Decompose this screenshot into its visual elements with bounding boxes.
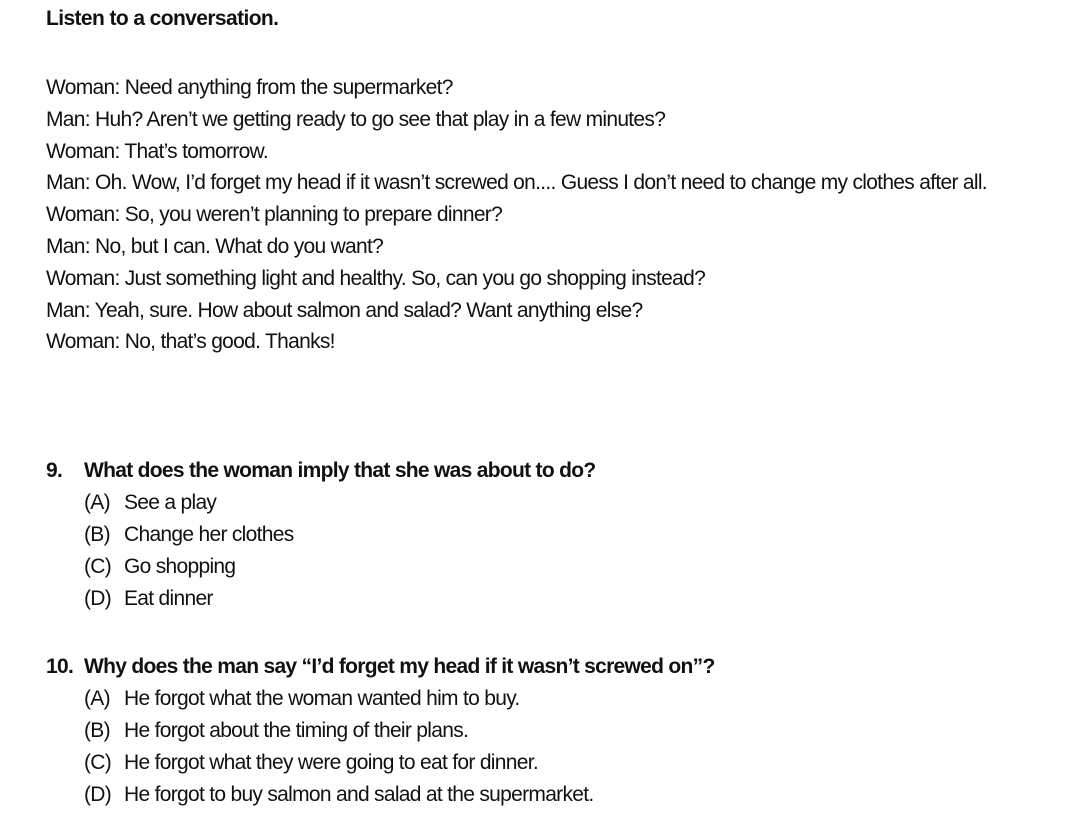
option-text: Change her clothes (124, 523, 294, 546)
question-10 (46, 651, 1046, 811)
answer-option-b[interactable] (46, 519, 1046, 551)
answer-options (46, 487, 1046, 615)
option-text: He forgot to buy salmon and salad at the supermarket. (124, 783, 594, 806)
answer-option-b[interactable] (46, 715, 1046, 747)
transcript-line: Man: No, but I can. What do you want? (46, 234, 384, 258)
transcript-line: Woman: No, that’s good. Thanks! (46, 330, 335, 354)
question-stem (46, 651, 1046, 683)
instruction-heading: Listen to a conversation. (46, 7, 279, 30)
option-letter: (B) (84, 523, 110, 546)
transcript-line: Man: Yeah, sure. How about salmon and salad? Want anything else? (46, 298, 643, 322)
transcript-line: Woman: Need anything from the supermarket? (46, 76, 453, 99)
answer-options (46, 683, 1046, 811)
answer-option-a[interactable] (46, 683, 1046, 715)
transcript-line: Woman: Just something light and healthy. So, can you go shopping instead? (46, 266, 706, 290)
option-text: Eat dinner (124, 587, 213, 610)
option-text: See a play (124, 491, 217, 514)
question-number: 9. (46, 459, 63, 482)
question-text: What does the woman imply that she was about to do? (84, 459, 596, 482)
answer-option-c[interactable] (46, 551, 1046, 583)
option-letter: (B) (84, 719, 110, 742)
conversation-transcript (46, 72, 1036, 358)
transcript-line: Woman: That’s tomorrow. (46, 139, 268, 163)
option-letter: (C) (84, 751, 112, 774)
option-text: Go shopping (124, 555, 236, 578)
option-letter: (D) (84, 587, 112, 610)
option-text: He forgot what they were going to eat for dinner. (124, 751, 538, 774)
option-letter: (C) (84, 555, 112, 578)
option-letter: (D) (84, 783, 112, 806)
option-letter: (A) (84, 687, 110, 710)
answer-option-c[interactable] (46, 747, 1046, 779)
question-9 (46, 455, 1046, 615)
question-text: Why does the man say “I’d forget my head if it wasn’t screwed on”? (84, 655, 715, 678)
transcript-line: Man: Oh. Wow, I’d forget my head if it wasn’t screwed on.... Guess I don’t need to change my clothes after all. (46, 171, 987, 195)
answer-option-d[interactable] (46, 779, 1046, 811)
option-text: He forgot what the woman wanted him to buy. (124, 687, 520, 710)
question-stem (46, 455, 1046, 487)
answer-option-d[interactable] (46, 583, 1046, 615)
option-letter: (A) (84, 491, 110, 514)
option-text: He forgot about the timing of their plans. (124, 719, 469, 742)
answer-option-a[interactable] (46, 487, 1046, 519)
question-number: 10. (46, 655, 74, 678)
transcript-line: Woman: So, you weren’t planning to prepare dinner? (46, 203, 503, 227)
transcript-line: Man: Huh? Aren’t we getting ready to go see that play in a few minutes? (46, 107, 666, 131)
